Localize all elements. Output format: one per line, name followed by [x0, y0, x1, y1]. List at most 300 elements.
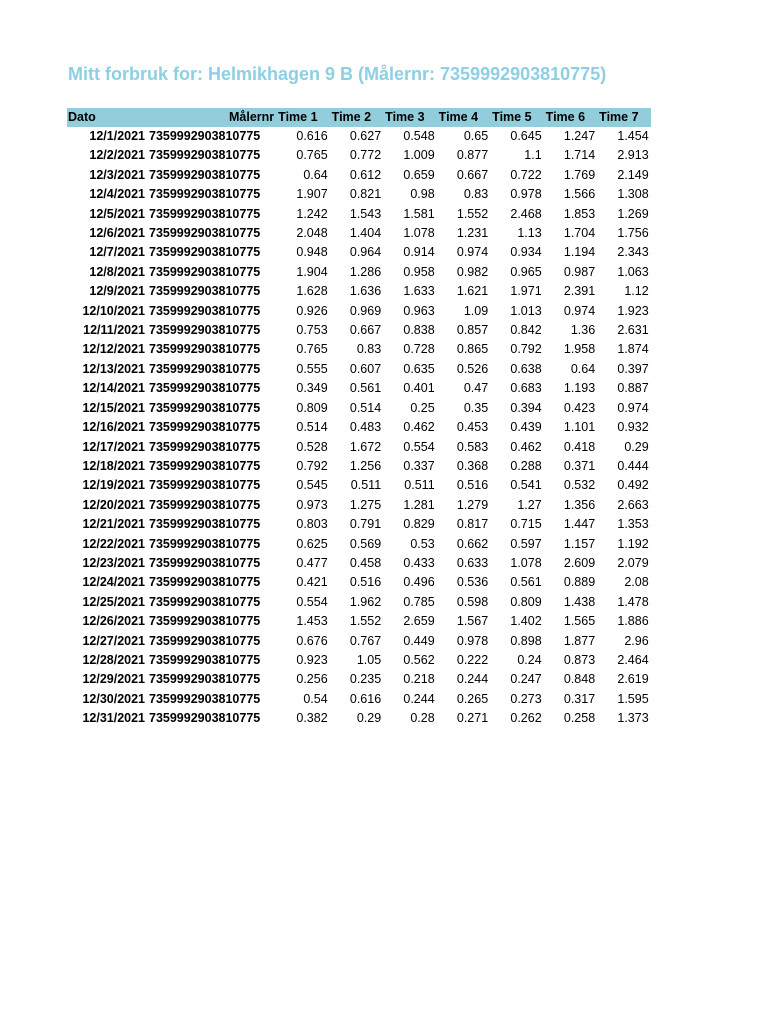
table-row [67, 438, 651, 457]
time-7-cell: 2.079 [617, 555, 649, 570]
time-7-cell: 1.923 [617, 303, 649, 318]
time-4-cell: 0.598 [456, 594, 489, 609]
table-row [67, 224, 651, 243]
meter-number-cell: 7359992903810775 [149, 497, 261, 512]
time-1-cell: 0.477 [296, 555, 328, 570]
time-1-cell: 0.54 [303, 691, 328, 706]
time-6-cell: 0.974 [563, 303, 596, 318]
meter-number-cell: 7359992903810775 [149, 652, 261, 667]
time-7-cell: 0.974 [617, 400, 649, 415]
table-row [67, 593, 651, 612]
time-1-cell: 0.625 [296, 536, 328, 551]
date-cell: 12/9/2021 [89, 284, 145, 299]
table-body [67, 127, 651, 729]
time-1-cell: 0.64 [303, 167, 328, 182]
meter-number-cell: 7359992903810775 [149, 575, 261, 590]
meter-number-cell: 7359992903810775 [149, 478, 261, 493]
meter-number-cell: 7359992903810775 [149, 245, 261, 260]
time-7-cell: 1.478 [617, 594, 649, 609]
time-4-cell: 0.662 [456, 536, 489, 551]
time-3-cell: 0.554 [403, 439, 435, 454]
date-cell: 12/13/2021 [82, 361, 145, 376]
date-cell: 12/25/2021 [82, 594, 145, 609]
time-7-cell: 1.454 [617, 129, 649, 143]
time-3-cell: 0.548 [403, 129, 435, 143]
table-row [67, 263, 651, 282]
time-6-cell: 1.714 [563, 148, 596, 163]
table-row [67, 496, 651, 515]
time-4-cell: 0.516 [456, 478, 489, 493]
time-4-cell: 0.536 [456, 575, 489, 590]
meter-number-cell: 7359992903810775 [149, 323, 261, 338]
time-1-cell: 0.948 [296, 245, 328, 260]
table-row [67, 457, 651, 476]
time-3-cell: 0.28 [410, 711, 435, 726]
date-cell: 12/5/2021 [89, 206, 145, 221]
time-3-cell: 0.958 [403, 264, 435, 279]
time-7-cell: 1.308 [617, 187, 649, 202]
time-3-cell: 0.963 [403, 303, 435, 318]
time-7-cell: 0.29 [624, 439, 649, 454]
table-row [67, 205, 651, 224]
time-5-cell: 0.273 [510, 691, 542, 706]
table-row [67, 554, 651, 573]
meter-number-cell: 7359992903810775 [149, 129, 261, 143]
time-4-cell: 1.621 [456, 284, 489, 299]
table-row [67, 690, 651, 709]
time-7-cell: 2.619 [617, 672, 649, 687]
time-5-cell: 0.978 [510, 187, 542, 202]
time-4-cell: 0.667 [456, 167, 489, 182]
table-row [67, 515, 651, 534]
time-1-cell: 0.555 [296, 361, 328, 376]
time-4-cell: 0.583 [456, 439, 489, 454]
time-2-cell: 1.05 [356, 652, 382, 667]
time-3-cell: 1.281 [403, 497, 435, 512]
time-6-cell: 1.958 [563, 342, 596, 357]
meter-number-cell: 7359992903810775 [149, 226, 261, 241]
time-6-cell: 1.356 [563, 497, 596, 512]
time-6-cell: 2.609 [563, 555, 596, 570]
time-4-cell: 1.09 [463, 303, 489, 318]
time-3-cell: 0.829 [403, 517, 435, 532]
time-5-cell: 0.722 [510, 167, 542, 182]
time-6-cell: 1.566 [563, 187, 596, 202]
time-5-cell: 0.715 [510, 517, 542, 532]
time-7-cell: 0.444 [617, 458, 649, 473]
time-5-cell: 0.394 [510, 400, 542, 415]
time-1-cell: 0.554 [296, 594, 328, 609]
table-row [67, 670, 651, 689]
meter-number-cell: 7359992903810775 [149, 361, 261, 376]
time-3-cell: 0.218 [403, 672, 435, 687]
time-6-cell: 1.194 [563, 245, 596, 260]
time-2-cell: 1.286 [349, 264, 382, 279]
time-7-cell: 1.12 [624, 284, 649, 299]
time-5-cell: 0.288 [510, 458, 542, 473]
meter-number-cell: 7359992903810775 [149, 167, 261, 182]
time-5-cell: 0.597 [510, 536, 542, 551]
date-cell: 12/26/2021 [82, 614, 145, 629]
time-3-cell: 0.635 [403, 361, 435, 376]
time-5-cell: 1.1 [524, 148, 542, 163]
time-2-cell: 0.514 [349, 400, 382, 415]
time-3-cell: 2.659 [403, 614, 435, 629]
time-5-cell: 0.24 [517, 652, 542, 667]
meter-number-cell: 7359992903810775 [149, 342, 261, 357]
time-3-cell: 0.244 [403, 691, 435, 706]
date-cell: 12/18/2021 [82, 458, 145, 473]
date-cell: 12/8/2021 [89, 264, 145, 279]
time-1-cell: 0.545 [296, 478, 328, 493]
table-row [67, 612, 651, 631]
usage-table [67, 108, 651, 729]
time-3-cell: 0.659 [403, 167, 435, 182]
time-3-cell: 0.449 [403, 633, 435, 648]
time-5-cell: 0.262 [510, 711, 542, 726]
column-header-time-5: Time 5 [492, 110, 532, 124]
time-1-cell: 1.907 [296, 187, 328, 202]
time-4-cell: 0.271 [456, 711, 489, 726]
time-4-cell: 1.567 [456, 614, 489, 629]
time-6-cell: 0.258 [563, 711, 596, 726]
time-6-cell: 1.157 [563, 536, 596, 551]
time-6-cell: 1.769 [563, 167, 596, 182]
time-2-cell: 0.83 [356, 342, 382, 357]
time-4-cell: 0.817 [456, 517, 489, 532]
time-6-cell: 0.987 [563, 264, 596, 279]
time-2-cell: 0.791 [349, 517, 382, 532]
time-1-cell: 0.421 [296, 575, 328, 590]
time-7-cell: 1.269 [617, 206, 649, 221]
time-4-cell: 0.368 [456, 458, 489, 473]
meter-number-cell: 7359992903810775 [149, 420, 261, 435]
date-cell: 12/27/2021 [82, 633, 145, 648]
time-1-cell: 1.628 [296, 284, 328, 299]
table-row [67, 166, 651, 185]
date-cell: 12/10/2021 [82, 303, 145, 318]
date-cell: 12/16/2021 [82, 420, 145, 435]
time-4-cell: 0.453 [456, 420, 489, 435]
time-6-cell: 2.391 [563, 284, 596, 299]
time-2-cell: 1.962 [349, 594, 382, 609]
time-6-cell: 1.193 [563, 381, 596, 396]
meter-number-cell: 7359992903810775 [149, 614, 261, 629]
table-row [67, 127, 651, 146]
time-5-cell: 0.247 [510, 672, 542, 687]
column-header-time-4: Time 4 [438, 110, 479, 124]
time-5-cell: 1.078 [510, 555, 542, 570]
time-7-cell: 0.887 [617, 381, 649, 396]
time-4-cell: 0.877 [456, 148, 489, 163]
meter-number-cell: 7359992903810775 [149, 711, 261, 726]
time-6-cell: 1.877 [563, 633, 596, 648]
column-header-meter: Målernr [229, 110, 275, 124]
table-header-row [67, 108, 651, 127]
time-5-cell: 0.541 [510, 478, 542, 493]
time-5-cell: 0.809 [510, 594, 542, 609]
time-2-cell: 0.516 [349, 575, 382, 590]
table-row [67, 709, 651, 728]
time-4-cell: 1.552 [456, 206, 489, 221]
time-4-cell: 0.865 [456, 342, 489, 357]
meter-number-cell: 7359992903810775 [149, 691, 261, 706]
time-6-cell: 1.101 [563, 420, 596, 435]
table-row [67, 340, 651, 359]
time-4-cell: 0.222 [456, 652, 489, 667]
time-6-cell: 1.704 [563, 226, 596, 241]
date-cell: 12/12/2021 [82, 342, 145, 357]
table-row [67, 573, 651, 592]
time-7-cell: 2.96 [624, 633, 649, 648]
time-2-cell: 0.607 [349, 361, 382, 376]
time-3-cell: 0.433 [403, 555, 435, 570]
meter-number-cell: 7359992903810775 [149, 458, 261, 473]
time-5-cell: 2.468 [510, 206, 542, 221]
time-3-cell: 0.401 [403, 381, 435, 396]
time-6-cell: 1.853 [563, 206, 596, 221]
time-2-cell: 0.511 [350, 478, 382, 493]
time-4-cell: 0.35 [463, 400, 489, 415]
time-1-cell: 0.382 [296, 711, 328, 726]
time-2-cell: 1.404 [349, 226, 382, 241]
time-7-cell: 2.08 [624, 575, 649, 590]
time-7-cell: 1.874 [617, 342, 649, 357]
table-row [67, 535, 651, 554]
time-2-cell: 0.667 [349, 323, 382, 338]
time-1-cell: 0.676 [296, 633, 328, 648]
meter-number-cell: 7359992903810775 [149, 555, 261, 570]
time-4-cell: 0.982 [456, 264, 489, 279]
time-5-cell: 0.439 [510, 420, 542, 435]
time-7-cell: 0.397 [617, 361, 649, 376]
time-7-cell: 2.913 [617, 148, 649, 163]
date-cell: 12/14/2021 [82, 381, 145, 396]
time-2-cell: 0.616 [349, 691, 382, 706]
time-3-cell: 0.914 [403, 245, 435, 260]
time-2-cell: 1.543 [349, 206, 382, 221]
table-row [67, 399, 651, 418]
date-cell: 12/24/2021 [82, 575, 145, 590]
time-4-cell: 0.65 [463, 129, 489, 143]
time-3-cell: 0.728 [403, 342, 435, 357]
time-5-cell: 1.402 [510, 614, 542, 629]
time-6-cell: 0.532 [563, 478, 596, 493]
time-4-cell: 0.526 [456, 361, 489, 376]
time-3-cell: 0.838 [403, 323, 435, 338]
time-7-cell: 2.343 [617, 245, 649, 260]
time-7-cell: 2.663 [617, 497, 649, 512]
time-2-cell: 0.483 [349, 420, 382, 435]
meter-number-cell: 7359992903810775 [149, 594, 261, 609]
time-2-cell: 0.767 [349, 633, 382, 648]
time-3-cell: 0.785 [403, 594, 435, 609]
date-cell: 12/22/2021 [82, 536, 145, 551]
time-6-cell: 0.848 [563, 672, 596, 687]
time-7-cell: 1.595 [617, 691, 649, 706]
time-1-cell: 0.803 [296, 517, 328, 532]
time-3-cell: 0.462 [403, 420, 435, 435]
time-2-cell: 0.612 [349, 167, 382, 182]
time-4-cell: 1.231 [456, 226, 489, 241]
time-2-cell: 1.672 [349, 439, 382, 454]
date-cell: 12/3/2021 [89, 167, 145, 182]
date-cell: 12/2/2021 [89, 148, 145, 163]
time-5-cell: 0.645 [510, 129, 542, 143]
meter-number-cell: 7359992903810775 [149, 148, 261, 163]
date-cell: 12/23/2021 [82, 555, 145, 570]
time-7-cell: 1.192 [617, 536, 649, 551]
time-6-cell: 1.438 [563, 594, 596, 609]
meter-number-cell: 7359992903810775 [149, 206, 261, 221]
time-7-cell: 2.631 [617, 323, 649, 338]
time-5-cell: 0.462 [510, 439, 542, 454]
time-2-cell: 0.561 [349, 381, 382, 396]
time-3-cell: 1.581 [403, 206, 435, 221]
time-1-cell: 0.809 [296, 400, 328, 415]
date-cell: 12/28/2021 [82, 652, 145, 667]
column-header-time-3: Time 3 [385, 110, 425, 124]
time-7-cell: 2.149 [617, 167, 649, 182]
table-row [67, 243, 651, 262]
time-2-cell: 0.29 [356, 711, 382, 726]
time-7-cell: 1.373 [617, 711, 649, 726]
time-3-cell: 0.337 [403, 458, 435, 473]
time-2-cell: 0.569 [349, 536, 382, 551]
date-cell: 12/11/2021 [83, 323, 145, 338]
time-3-cell: 0.511 [404, 478, 435, 493]
column-header-time-7: Time 7 [599, 110, 639, 124]
table-row [67, 651, 651, 670]
time-6-cell: 0.423 [563, 400, 596, 415]
table-row [67, 185, 651, 204]
time-6-cell: 1.447 [563, 517, 596, 532]
time-7-cell: 1.886 [617, 614, 649, 629]
meter-number-cell: 7359992903810775 [149, 517, 261, 532]
table-row [67, 418, 651, 437]
time-3-cell: 0.25 [410, 400, 435, 415]
date-cell: 12/15/2021 [82, 400, 145, 415]
time-1-cell: 0.792 [296, 458, 328, 473]
date-cell: 12/1/2021 [89, 129, 145, 143]
time-1-cell: 0.973 [296, 497, 328, 512]
time-7-cell: 1.756 [617, 226, 649, 241]
time-5-cell: 1.013 [510, 303, 542, 318]
time-1-cell: 0.923 [296, 652, 328, 667]
time-1-cell: 0.926 [296, 303, 328, 318]
page-title: Mitt forbruk for: Helmikhagen 9 B (Målernr: 7359992903810775) [68, 64, 607, 84]
date-cell: 12/29/2021 [82, 672, 145, 687]
time-1-cell: 0.616 [296, 129, 328, 143]
time-5-cell: 0.898 [510, 633, 542, 648]
date-cell: 12/31/2021 [82, 711, 145, 726]
time-5-cell: 0.638 [510, 361, 542, 376]
time-3-cell: 1.009 [403, 148, 435, 163]
time-6-cell: 1.247 [563, 129, 596, 143]
meter-number-cell: 7359992903810775 [149, 284, 261, 299]
date-cell: 12/6/2021 [89, 226, 145, 241]
time-4-cell: 0.83 [463, 187, 489, 202]
time-3-cell: 1.078 [403, 226, 435, 241]
time-4-cell: 1.279 [456, 497, 489, 512]
date-cell: 12/7/2021 [89, 245, 145, 260]
time-7-cell: 0.932 [617, 420, 649, 435]
time-6-cell: 1.565 [563, 614, 596, 629]
time-2-cell: 0.772 [349, 148, 382, 163]
time-1-cell: 0.765 [296, 148, 328, 163]
time-5-cell: 1.13 [517, 226, 542, 241]
time-5-cell: 0.842 [510, 323, 542, 338]
time-4-cell: 0.265 [456, 691, 489, 706]
date-cell: 12/4/2021 [89, 187, 145, 202]
date-cell: 12/19/2021 [82, 478, 145, 493]
table-row [67, 146, 651, 165]
time-6-cell: 0.64 [570, 361, 596, 376]
table-row [67, 302, 651, 321]
time-6-cell: 0.873 [563, 652, 596, 667]
time-5-cell: 0.683 [510, 381, 542, 396]
meter-number-cell: 7359992903810775 [149, 381, 261, 396]
column-header-time-6: Time 6 [545, 110, 586, 124]
date-cell: 12/17/2021 [82, 439, 145, 454]
time-2-cell: 0.235 [349, 672, 382, 687]
time-4-cell: 0.633 [456, 555, 489, 570]
time-2-cell: 0.969 [349, 303, 382, 318]
time-5-cell: 0.934 [510, 245, 542, 260]
time-1-cell: 0.765 [296, 342, 328, 357]
time-4-cell: 0.47 [463, 381, 489, 396]
time-6-cell: 1.36 [570, 323, 596, 338]
time-4-cell: 0.244 [456, 672, 489, 687]
time-2-cell: 1.256 [349, 458, 382, 473]
time-3-cell: 0.496 [403, 575, 435, 590]
table-row [67, 476, 651, 495]
meter-number-cell: 7359992903810775 [149, 439, 261, 454]
time-3-cell: 0.98 [410, 187, 435, 202]
time-1-cell: 1.453 [296, 614, 328, 629]
meter-number-cell: 7359992903810775 [149, 303, 261, 318]
time-6-cell: 0.371 [563, 458, 596, 473]
time-1-cell: 0.514 [296, 420, 328, 435]
time-7-cell: 0.492 [617, 478, 649, 493]
table-row [67, 360, 651, 379]
time-2-cell: 0.821 [349, 187, 382, 202]
time-2-cell: 0.458 [349, 555, 382, 570]
time-4-cell: 0.974 [456, 245, 489, 260]
time-1-cell: 0.753 [296, 323, 328, 338]
time-2-cell: 1.636 [349, 284, 382, 299]
meter-number-cell: 7359992903810775 [149, 187, 261, 202]
time-1-cell: 0.349 [296, 381, 328, 396]
date-cell: 12/20/2021 [82, 497, 145, 512]
time-4-cell: 0.978 [456, 633, 489, 648]
time-5-cell: 0.792 [510, 342, 542, 357]
time-4-cell: 0.857 [456, 323, 489, 338]
time-7-cell: 1.353 [617, 517, 649, 532]
time-3-cell: 0.53 [410, 536, 435, 551]
date-cell: 12/30/2021 [82, 691, 145, 706]
time-6-cell: 0.317 [563, 691, 596, 706]
time-5-cell: 0.965 [510, 264, 542, 279]
time-1-cell: 0.256 [296, 672, 328, 687]
column-header-time-2: Time 2 [331, 110, 372, 124]
time-5-cell: 1.971 [510, 284, 542, 299]
time-7-cell: 1.063 [617, 264, 649, 279]
column-header-time-1: Time 1 [278, 110, 318, 124]
meter-number-cell: 7359992903810775 [149, 672, 261, 687]
table-row [67, 379, 651, 398]
column-header-date: Dato [68, 110, 96, 124]
